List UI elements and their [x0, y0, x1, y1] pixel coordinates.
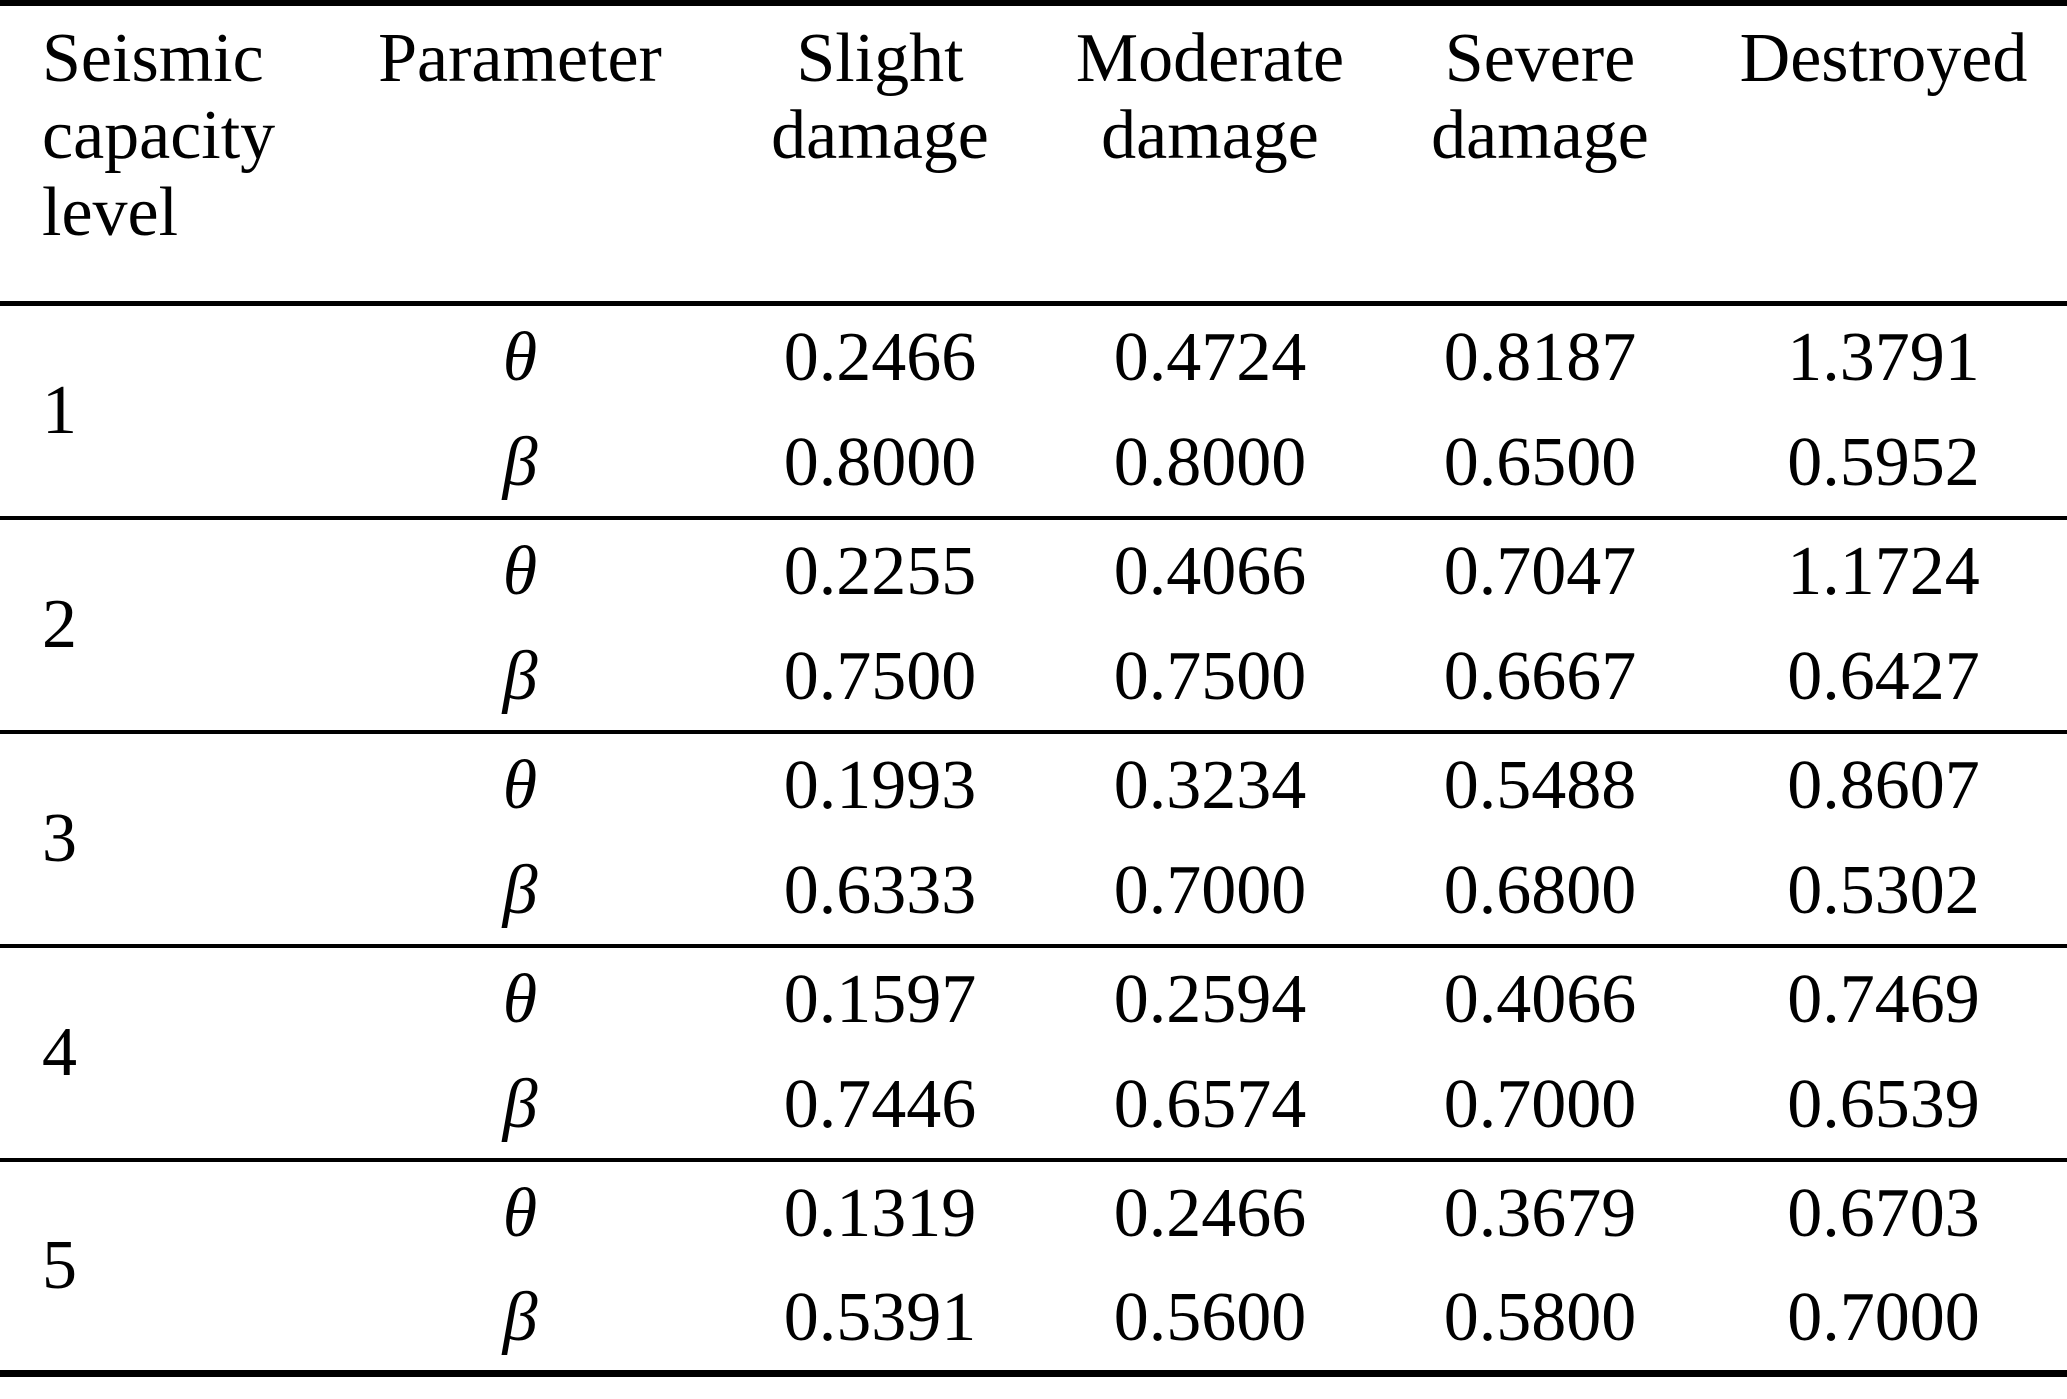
value-cell: 0.2466 — [1113, 1175, 1307, 1252]
value-cell: 0.5952 — [1787, 424, 1980, 501]
value-cell: 0.8000 — [1113, 424, 1307, 501]
value-cell: 0.7047 — [1443, 533, 1637, 610]
value-cell: 1.3791 — [1787, 319, 1980, 397]
value-cell: 0.7000 — [1787, 1279, 1980, 1357]
level-2-group — [0, 518, 2067, 732]
table-row — [0, 732, 2067, 839]
param-cell-theta: θ — [502, 961, 538, 1038]
value-cell: 0.1597 — [783, 961, 977, 1038]
param-cell-beta: β — [502, 1279, 538, 1357]
level-cell: 2 — [42, 585, 77, 663]
value-cell: 1.1724 — [1787, 533, 1980, 610]
header-severe-damage: Severe damage — [1380, 3, 1700, 304]
level-3-group — [0, 732, 2067, 946]
value-cell: 0.6333 — [783, 852, 977, 929]
param-cell-beta: β — [502, 638, 538, 715]
param-cell-theta: θ — [502, 747, 538, 824]
header-slight-damage: Slight damage — [720, 3, 1040, 304]
table-header — [0, 3, 2067, 304]
value-cell: 0.8607 — [1787, 747, 1980, 824]
level-cell: 4 — [42, 1013, 77, 1091]
level-cell: 5 — [42, 1226, 77, 1304]
value-cell: 0.4066 — [1443, 961, 1637, 1038]
value-cell: 0.5800 — [1443, 1279, 1637, 1357]
value-cell: 0.2466 — [783, 319, 977, 397]
value-cell: 0.2255 — [783, 533, 977, 610]
value-cell: 0.5302 — [1787, 852, 1980, 929]
value-cell: 0.4724 — [1113, 319, 1307, 397]
level-cell: 3 — [42, 799, 77, 877]
value-cell: 0.7469 — [1787, 961, 1980, 1038]
level-4-group — [0, 946, 2067, 1160]
value-cell: 0.1319 — [783, 1175, 977, 1252]
value-cell: 0.6539 — [1787, 1066, 1980, 1143]
param-cell-beta: β — [502, 1066, 538, 1143]
value-cell: 0.4066 — [1113, 533, 1307, 610]
level-cell: 1 — [42, 371, 77, 449]
param-cell-theta: θ — [502, 533, 538, 610]
param-cell-beta: β — [502, 852, 538, 929]
value-cell: 0.7500 — [1113, 638, 1307, 715]
value-cell: 0.7500 — [783, 638, 977, 715]
value-cell: 0.5600 — [1113, 1279, 1307, 1357]
value-cell: 0.6800 — [1443, 852, 1637, 929]
param-cell-theta: θ — [502, 319, 538, 397]
level-5-group — [0, 1160, 2067, 1374]
param-cell-beta: β — [502, 424, 538, 501]
header-parameter: Parameter — [320, 3, 720, 304]
value-cell: 0.1993 — [783, 747, 977, 824]
value-cell: 0.5488 — [1443, 747, 1637, 824]
value-cell: 0.7000 — [1443, 1066, 1637, 1143]
value-cell: 0.6427 — [1787, 638, 1980, 715]
header-destroyed: Destroyed — [1700, 3, 2067, 304]
header-row — [0, 3, 2067, 304]
value-cell: 0.6574 — [1113, 1066, 1307, 1143]
value-cell: 0.7000 — [1113, 852, 1307, 929]
value-cell: 0.3234 — [1113, 747, 1307, 824]
table-row — [0, 518, 2067, 625]
param-cell-theta: θ — [502, 1175, 538, 1252]
value-cell: 0.2594 — [1113, 961, 1307, 1038]
header-seismic-capacity-level: Seismic capacity level — [0, 3, 320, 304]
value-cell: 0.7446 — [783, 1066, 977, 1143]
table-row — [0, 304, 2067, 411]
value-cell: 0.8187 — [1443, 319, 1637, 397]
value-cell: 0.8000 — [783, 424, 977, 501]
value-cell: 0.5391 — [783, 1279, 977, 1357]
value-cell: 0.6500 — [1443, 424, 1637, 501]
level-1-group — [0, 304, 2067, 518]
value-cell: 0.6667 — [1443, 638, 1637, 715]
value-cell: 0.6703 — [1787, 1175, 1980, 1252]
table-row — [0, 1160, 2067, 1267]
header-moderate-damage: Moderate damage — [1040, 3, 1380, 304]
table-row — [0, 946, 2067, 1053]
value-cell: 0.3679 — [1443, 1175, 1637, 1252]
